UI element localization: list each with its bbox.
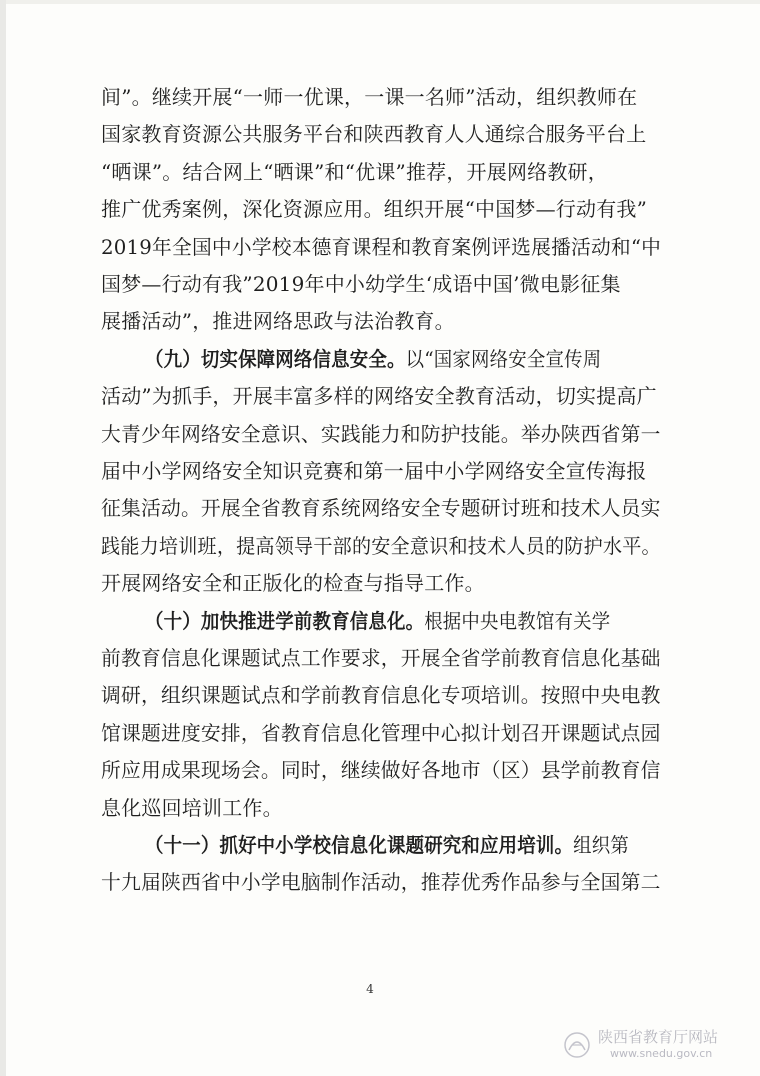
text-segment: 调研，组织课题试点和学前教育信息化专项培训。按照中央电教 [101,683,661,708]
paragraph-first-line [145,832,661,858]
text-line [101,795,661,821]
text-segment: 展播活动”，推进网络思政与法治教育。 [101,309,455,334]
text-segment: 十九届陕西省中小学电脑制作活动，推荐优秀作品参与全国第二 [101,870,661,895]
text-segment: 间”。继续开展“一师一优课，一课一名师”活动，组织教师在 [101,85,638,109]
paragraph-first-line [145,346,661,372]
text-line [101,533,661,559]
section-heading: （九）切实保障网络信息安全。 [145,346,406,371]
text-segment: 所应用成果现场会。同时，继续做好各地市（区）县学前教育信 [101,758,661,783]
text-segment: 践能力培训班，提高领导干部的安全意识和技术人员的防护水平。 [101,533,661,558]
text-segment: 国梦—行动有我”2019年中小幼学生‘成语中国’微电影征集 [101,272,621,296]
text-segment: 2019年全国中小学校本德育课程和教育案例评选展播活动和“中 [101,234,662,259]
section-heading: （十一）抓好中小学校信息化课题研究和应用培训。 [145,833,574,857]
text-line [101,308,661,334]
text-line [101,682,661,708]
text-line [101,121,661,147]
text-line [101,383,661,409]
text-segment: 开展网络安全和正版化的检查与指导工作。 [101,571,485,596]
text-line [101,234,662,260]
page-number: 4 [366,982,374,996]
text-line [101,159,661,185]
text-line [101,495,661,521]
text-line [101,271,661,297]
text-segment: 前教育信息化课题试点工作要求，开展全省学前教育信息化基础 [101,646,661,670]
text-segment: 息化巡回培训工作。 [101,795,283,820]
text-line [101,645,661,671]
text-segment: 大青少年网络安全意识、实践能力和防护技能。举办陕西省第一 [101,421,661,446]
text-line [101,421,661,447]
text-line [101,757,661,783]
text-segment: 推广优秀案例，深化资源应用。组织开展“中国梦—行动有我” [101,197,648,222]
sxedu-logo-icon [560,1030,594,1060]
scan-left-edge [0,0,6,1076]
text-line [101,196,661,222]
text-line [101,720,661,746]
text-line [101,84,661,110]
paragraph-first-line [145,608,661,634]
text-segment: 根据中央电教馆有关学 [424,608,611,633]
text-segment: 组织第 [573,833,629,857]
text-segment: 征集活动。开展全省教育系统网络安全专题研讨班和技术人员实 [101,496,661,521]
scan-top-edge [0,0,760,4]
watermark-title: 陕西省教育厅网站 [598,1028,719,1046]
text-segment: 国家教育资源公共服务平台和陕西教育人人通综合服务平台上 [101,122,647,147]
site-watermark [560,1022,750,1066]
text-segment: 活动”为抓手，开展丰富多样的网络安全教育活动，切实提高广 [101,384,657,409]
text-segment: 馆课题进度安排，省教育信息化管理中心拟计划召开课题试点园 [101,720,661,745]
text-line [101,869,661,895]
text-line [101,570,661,596]
text-segment: 届中小学网络安全知识竞赛和第一届中小学网络安全宣传海报 [101,459,647,483]
section-heading: （十）加快推进学前教育信息化。 [145,608,425,633]
text-line [101,458,661,484]
watermark-url: www.snedu.gov.cn [610,1047,713,1060]
text-segment: 以“国家网络安全宣传周 [405,346,602,371]
text-segment: “晒课”。结合网上“晒课”和“优课”推荐，开展网络教研， [101,159,608,184]
